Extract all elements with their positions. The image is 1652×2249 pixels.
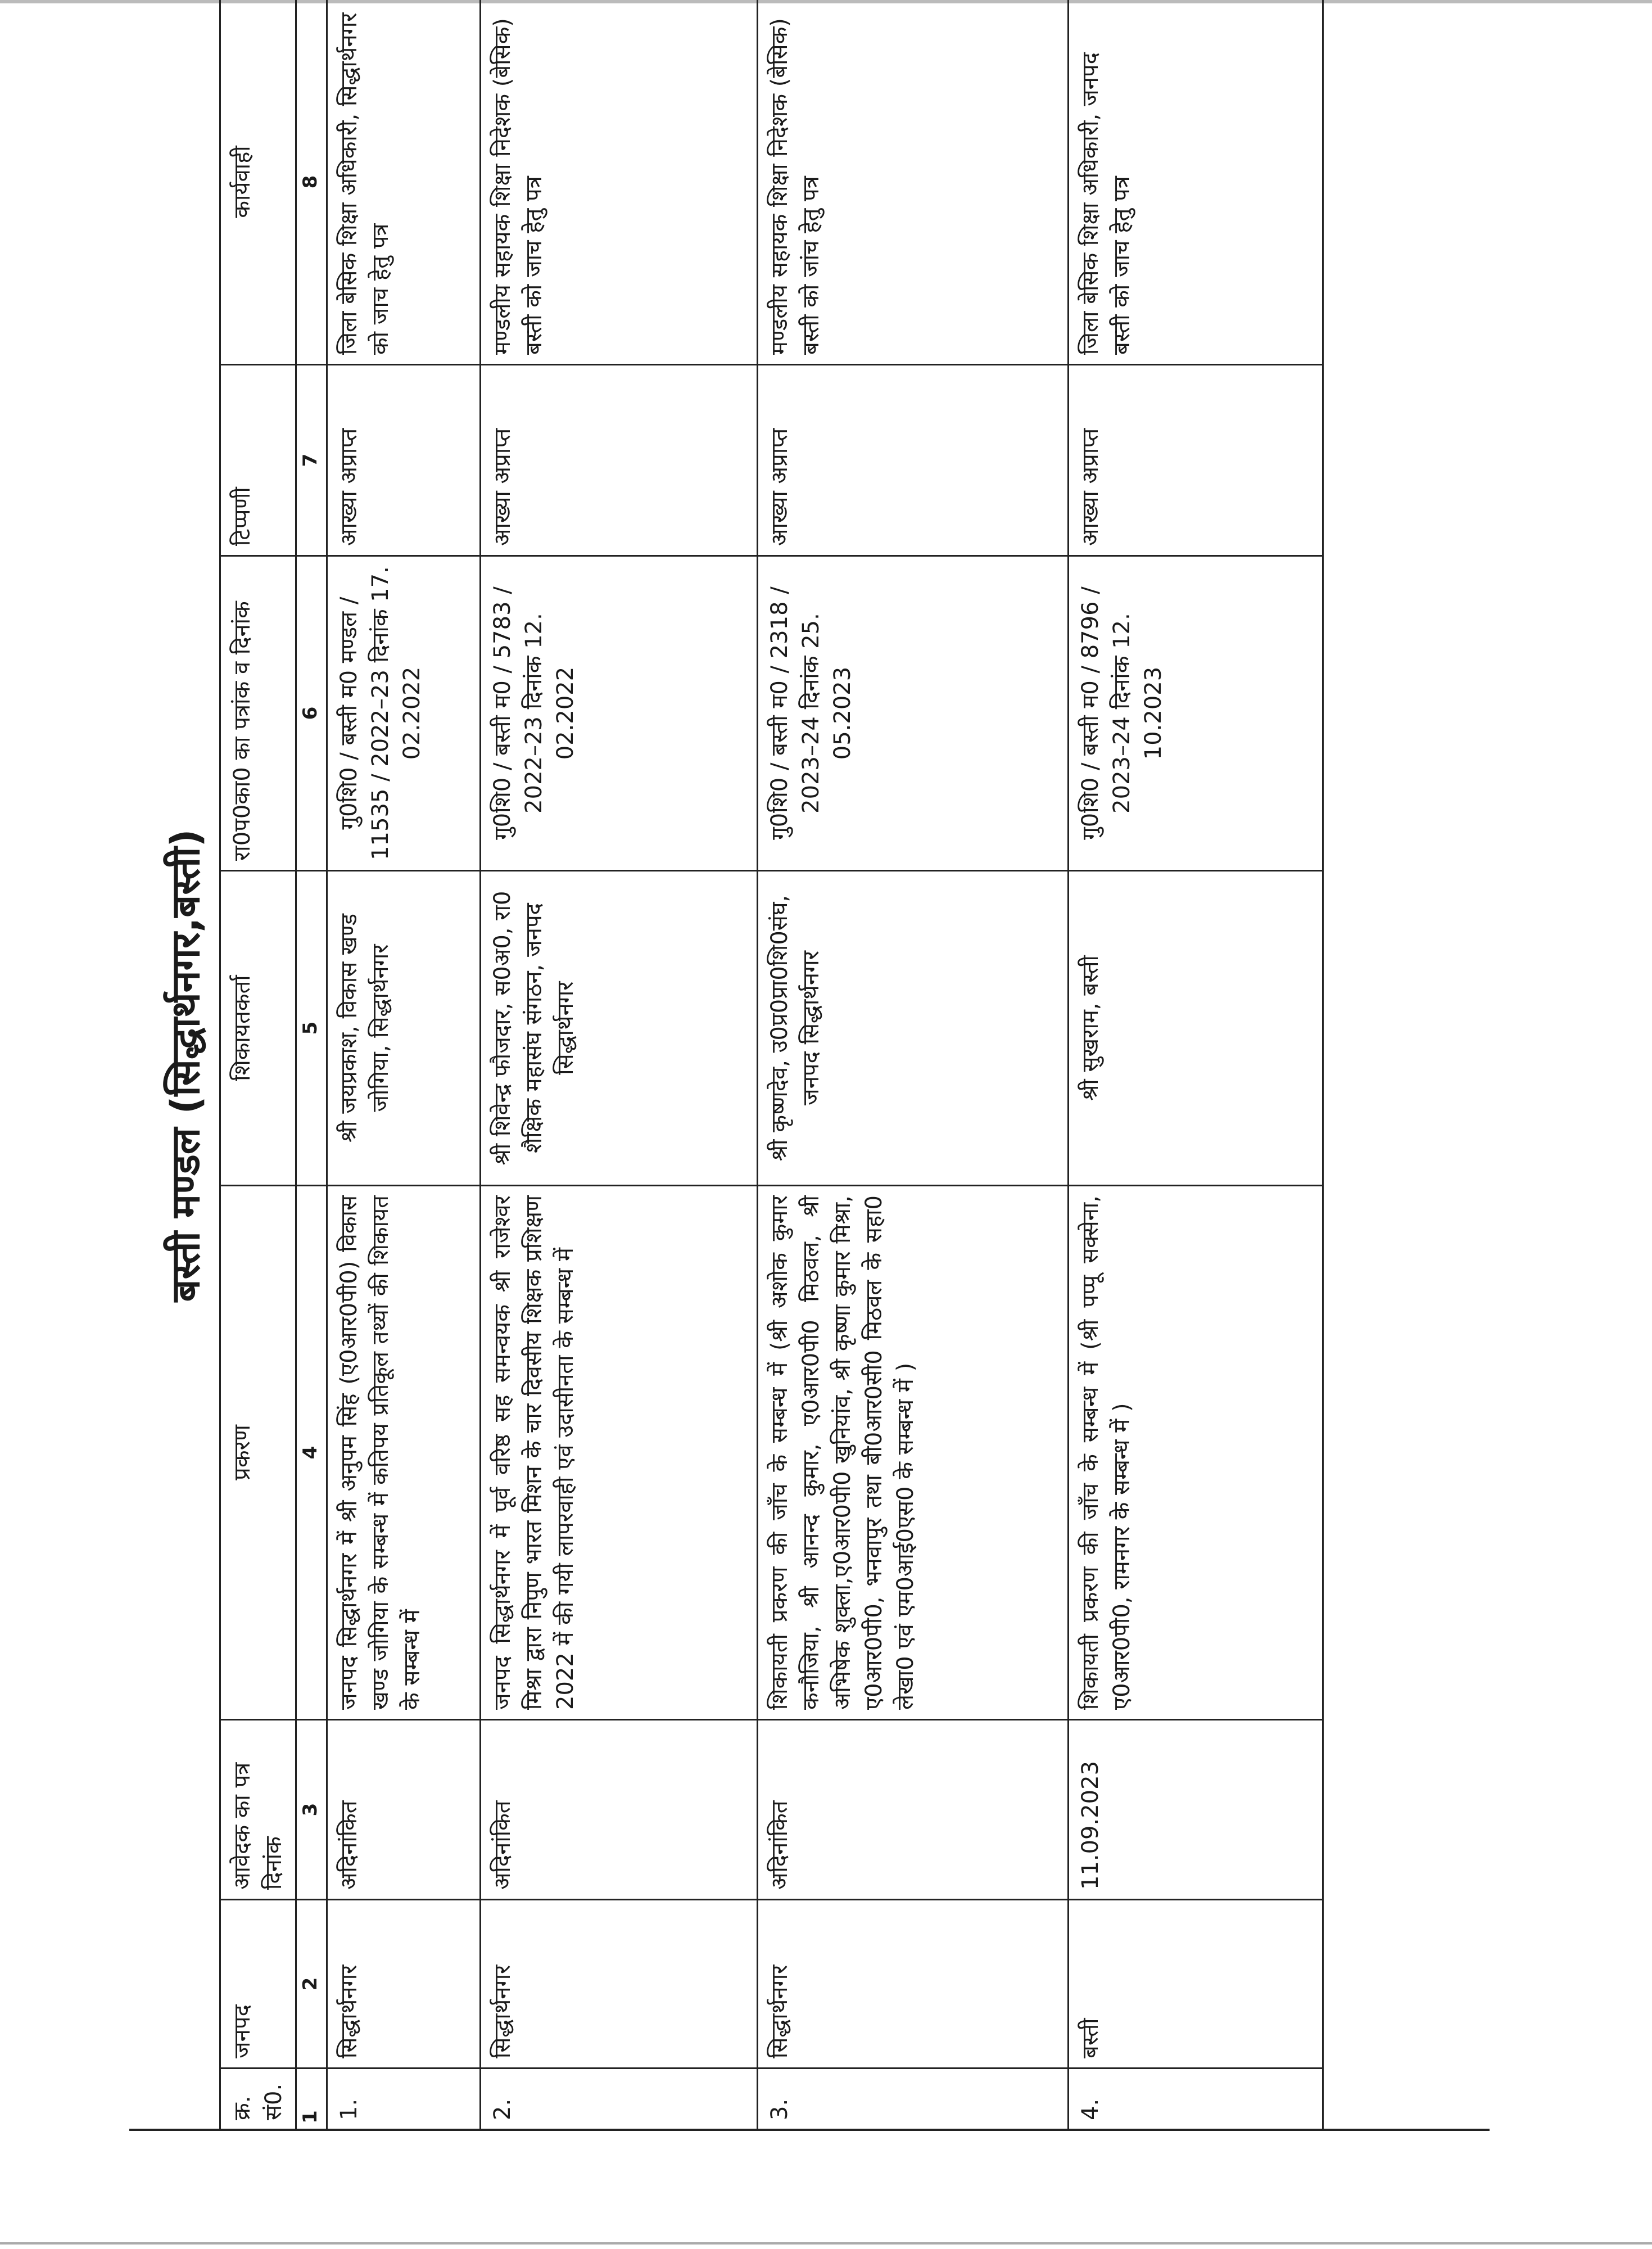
table-row xyxy=(481,0,758,2130)
cell-remark: आख्या अप्राप्त xyxy=(758,365,1069,556)
col-number: 8 xyxy=(296,0,327,365)
cell-complainant: श्री कृष्णदेव, उ0प्र0प्रा0शि0संघ, जनपद सिद्धार्थनगर xyxy=(758,871,1069,1186)
cell-letter: गु0शि0 / बस्ती म0 / 5783 / 2022–23 दिनांक 12. 02.2022 xyxy=(481,556,758,871)
col-number: 7 xyxy=(296,365,327,556)
cell-date: अदिनांकित xyxy=(758,1720,1069,1900)
cell-case: शिकायती प्रकरण की जाँच के सम्बन्ध में (श्री पप्पू सक्सेना, ए0आर0पी0, रामनगर के सम्बन्ध में ) xyxy=(1069,1186,1323,1720)
cell-sno: 4. xyxy=(1069,2069,1323,2130)
complaints-table xyxy=(219,0,1324,2131)
cell-complainant: श्री सुखराम, बस्ती xyxy=(1069,871,1323,1186)
col-header-letter: रा0प0का0 का पत्रांक व दिनांक xyxy=(220,556,296,871)
col-number: 1 xyxy=(296,2069,327,2130)
rotated-document xyxy=(129,0,1490,2131)
col-header-complainant: शिकायतकर्ता xyxy=(220,871,296,1186)
column-number-row xyxy=(296,0,327,2130)
cell-complainant: श्री शिवेन्द्र फौजदार, स0अ0, रा0 शैक्षिक महासंघ संगठन, जनपद सिद्धार्थनगर xyxy=(481,871,758,1186)
cell-case: शिकायती प्रकरण की जाँच के सम्बन्ध में (श्री अशोक कुमार कनौजिया, श्री आनन्द कुमार, ए0आर0पी0 मिठवल, श्री अभिषेक शुक्ला,ए0आर0पी0 खुनियांव, श्री कृष्णा कुमार मिश्रा, ए0आर0पी0, भनवापुर तथा बी0आर0सी0 मिठवल के सहा0 लेखा0 एवं एम0आई0एस0 के सम्बन्ध में ) xyxy=(758,1186,1069,1720)
col-number: 3 xyxy=(296,1720,327,1900)
cell-case: जनपद सिद्धार्थनगर में श्री अनुपम सिंह (ए0आर0पी0) विकास खण्ड जोगिया के सम्बन्ध में कतिपय प्रतिकूल तथ्यों की शिकायत के सम्बन्ध में xyxy=(327,1186,481,1720)
table-row xyxy=(1069,0,1323,2130)
table-row xyxy=(758,0,1069,2130)
cell-complainant: श्री जयप्रकाश, विकास खण्ड जोगिया, सिद्धार्थनगर xyxy=(327,871,481,1186)
cell-case: जनपद सिद्धार्थनगर में पूर्व वरिष्ठ सह समन्वयक श्री राजेश्वर मिश्रा द्वारा निपुण भारत मिशन के चार दिवसीय शिक्षक प्रशिक्षण 2022 में की गयी लापरवाही एवं उदासीनता के सम्बन्ध में xyxy=(481,1186,758,1720)
col-number: 6 xyxy=(296,556,327,871)
cell-remark: आख्या अप्राप्त xyxy=(327,365,481,556)
cell-district: सिद्धार्थनगर xyxy=(758,1900,1069,2069)
col-header-remark: टिप्पणी xyxy=(220,365,296,556)
cell-date: 11.09.2023 xyxy=(1069,1720,1323,1900)
cell-action: मण्डलीय सहायक शिक्षा निदेशक (बेसिक) बस्ती को जांच हेतु पत्र xyxy=(758,0,1069,365)
scan-edge-bottom xyxy=(0,2242,1652,2245)
cell-action: मण्डलीय सहायक शिक्षा निदेशक (बेसिक) बस्ती को जाच हेतु पत्र xyxy=(481,0,758,365)
col-header-action: कार्यवाही xyxy=(220,0,296,365)
col-number: 4 xyxy=(296,1186,327,1720)
col-number: 5 xyxy=(296,871,327,1186)
cell-action: जिला बेसिक शिक्षा अधिकारी, सिद्धार्थनगर को जाच हेतु पत्र xyxy=(327,0,481,365)
page-title: बस्ती मण्डल (सिद्धार्थनगर,बस्ती) xyxy=(162,829,209,1302)
col-number: 2 xyxy=(296,1900,327,2069)
col-header-district: जनपद xyxy=(220,1900,296,2069)
col-header-sno: क्र. सं0. xyxy=(220,2069,296,2130)
cell-date: अदिनांकित xyxy=(327,1720,481,1900)
cell-district: बस्ती xyxy=(1069,1900,1323,2069)
cell-action: जिला बेसिक शिक्षा अधिकारी, जनपद बस्ती को जाच हेतु पत्र xyxy=(1069,0,1323,365)
cell-remark: आख्या अप्राप्त xyxy=(481,365,758,556)
col-header-date: आवेदक का पत्र दिनांक xyxy=(220,1720,296,1900)
header-row xyxy=(220,0,296,2130)
cell-sno: 3. xyxy=(758,2069,1069,2130)
cell-district: सिद्धार्थनगर xyxy=(481,1900,758,2069)
cell-sno: 1. xyxy=(327,2069,481,2130)
cell-letter: गु0शि0 / बस्ती म0 / 8796 / 2023–24 दिनांक 12. 10.2023 xyxy=(1069,556,1323,871)
cell-letter: गु0शि0 / बस्ती म0 / 2318 / 2023–24 दिनांक 25. 05.2023 xyxy=(758,556,1069,871)
cell-date: अदिनांकित xyxy=(481,1720,758,1900)
col-header-case: प्रकरण xyxy=(220,1186,296,1720)
cell-letter: गु0शि0 / बस्ती म0 मण्डल / 11535 / 2022–23 दिनांक 17. 02.2022 xyxy=(327,556,481,871)
cell-sno: 2. xyxy=(481,2069,758,2130)
cell-district: सिद्धार्थनगर xyxy=(327,1900,481,2069)
cell-remark: आख्या अप्राप्त xyxy=(1069,365,1323,556)
table-row xyxy=(327,0,481,2130)
